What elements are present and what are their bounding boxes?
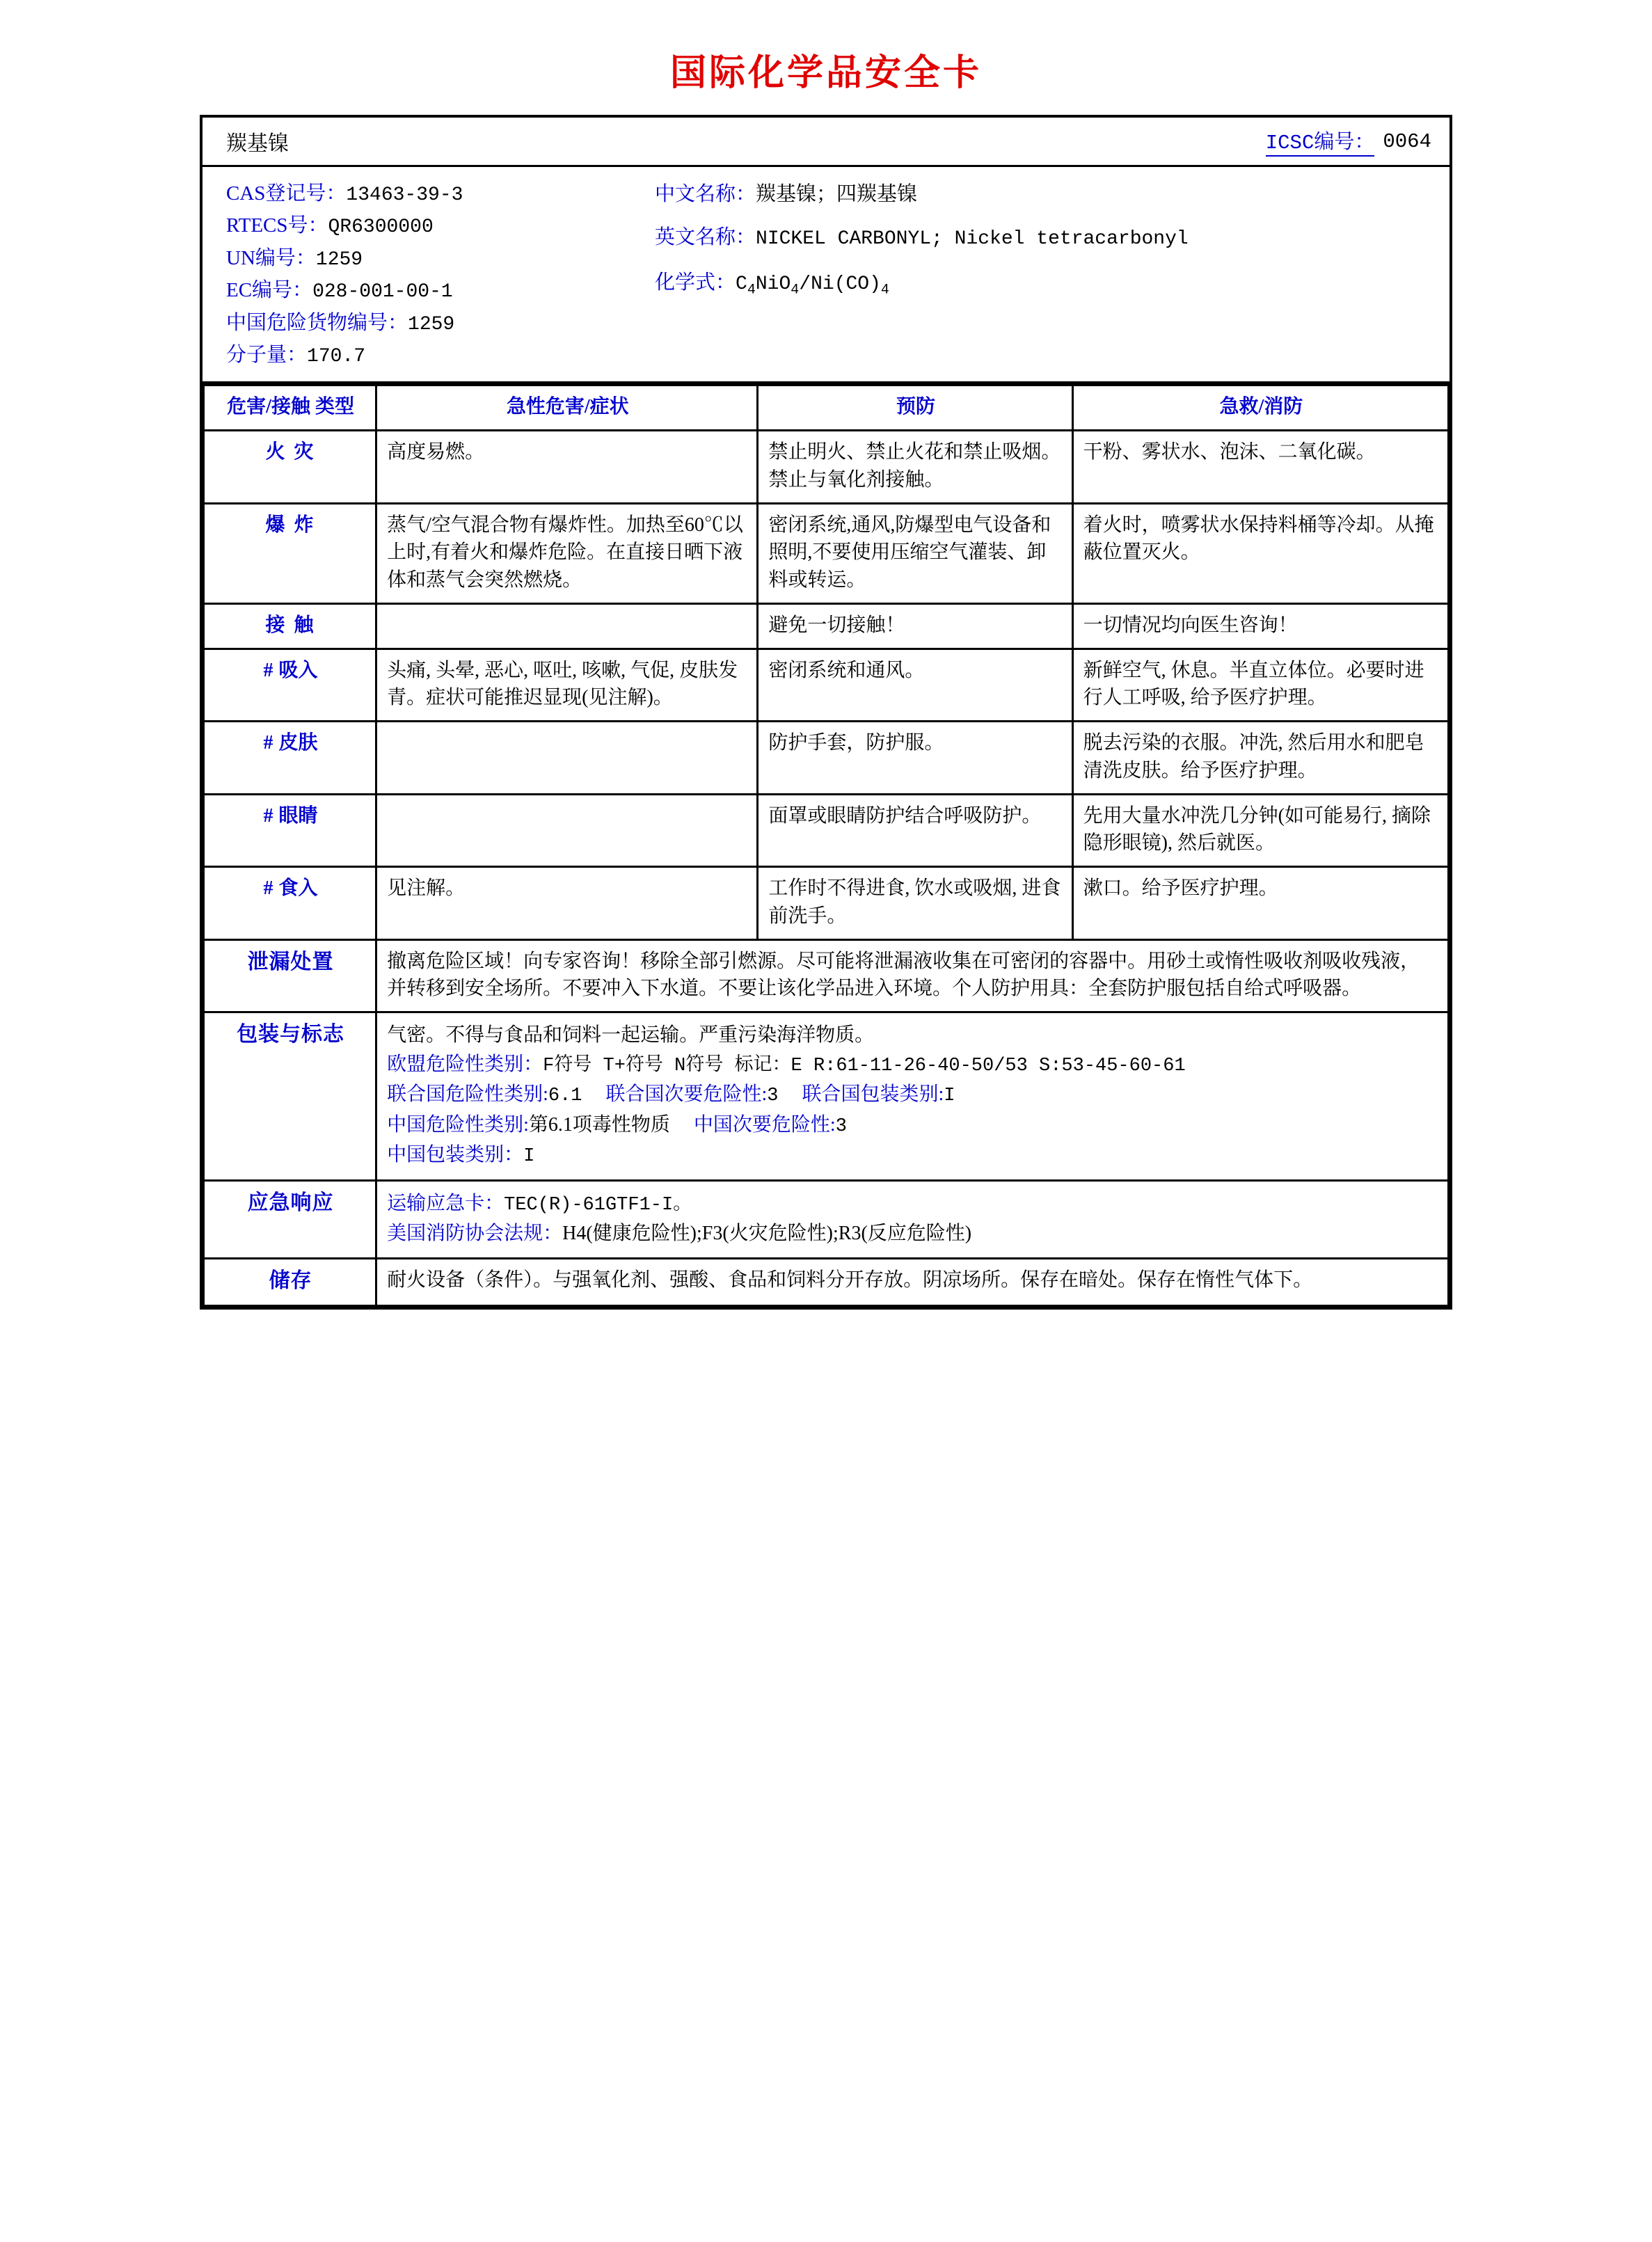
un-value: 1259	[315, 248, 363, 271]
china-dangerous-goods-row	[226, 308, 648, 340]
packaging-cn	[387, 1111, 1439, 1140]
row-label-packaging: 包装与标志	[204, 1012, 376, 1181]
cell-inhalation-firstaid: 新鲜空气, 休息。半直立体位。必要时进行人工呼吸, 给予医疗护理。	[1072, 649, 1448, 722]
english-name-value: NICKEL CARBONYL; Nickel tetracarbonyl	[756, 228, 1189, 251]
packaging-un-class-label: 联合国危险性类别:	[387, 1083, 548, 1106]
row-label-skin-text: 皮肤	[278, 732, 318, 754]
table-row-emergency	[204, 1181, 1449, 1259]
table-row	[204, 431, 1449, 504]
row-label-ingestion-text: 食入	[278, 877, 318, 900]
rtecs-row	[226, 210, 648, 242]
ec-row	[226, 275, 648, 307]
cell-explosion-firstaid: 着火时，喷雾状水保持料桶等冷却。从掩蔽位置灭火。	[1072, 503, 1448, 603]
emergency-nfpa-value: H4(健康危险性);F3(火灾危险性);R3(反应危险性)	[562, 1223, 972, 1245]
row-label-ingestion: # 食入	[204, 867, 376, 940]
cell-skin-symptoms	[376, 722, 758, 795]
card-header	[202, 118, 1450, 167]
icsc-number-block	[1266, 118, 1450, 165]
packaging-cn-class-value: 第6.1项毒性物质	[528, 1113, 670, 1136]
cell-explosion-prevention: 密闭系统,通风,防爆型电气设备和照明,不要使用压缩空气灌装、卸料或转运。	[758, 503, 1072, 603]
packaging-un-sub-value: 3	[767, 1086, 779, 1107]
header-prevention: 预防	[758, 385, 1072, 431]
packaging-cn-pack-value: I	[523, 1145, 535, 1167]
cell-ingestion-firstaid: 漱口。给予医疗护理。	[1072, 867, 1448, 940]
row-label-storage: 储存	[204, 1259, 376, 1306]
packaging-eu-value: F符号 T+符号 N符号 标记：E R:61-11-26-40-50/53 S:53-45-60-61	[543, 1055, 1186, 1076]
cas-label: CAS登记号：	[226, 182, 347, 205]
packaging-eu-label: 欧盟危险性类别：	[387, 1053, 543, 1075]
chinese-name-value: 羰基镍；四羰基镍	[756, 183, 918, 205]
cell-eyes-firstaid: 先用大量水冲洗几分钟(如可能易行, 摘除隐形眼镜), 然后就医。	[1072, 794, 1448, 867]
cell-skin-prevention: 防护手套，防护服。	[758, 722, 1072, 795]
table-row-storage	[204, 1259, 1449, 1306]
identification-right	[648, 178, 1450, 372]
table-row	[204, 794, 1449, 867]
emergency-transport	[387, 1190, 1439, 1218]
chinese-name-row	[655, 178, 1450, 210]
molecular-weight-value: 170.7	[307, 345, 366, 367]
table-row	[204, 722, 1449, 795]
table-row-packaging	[204, 1012, 1449, 1181]
emergency-nfpa	[387, 1220, 1439, 1248]
row-label-eyes-text: 眼睛	[278, 804, 318, 827]
cell-inhalation-symptoms: 头痛, 头晕, 恶心, 呕吐, 咳嗽, 气促, 皮肤发青。症状可能推迟显现(见注解)。	[376, 649, 758, 722]
icsc-card	[200, 115, 1452, 1310]
row-label-fire: 火 灾	[204, 431, 376, 504]
formula-value: $C_4NiO_4/Ni(CO)_4$	[736, 273, 889, 299]
cell-ingestion-symptoms: 见注解。	[376, 867, 758, 940]
molecular-weight-label: 分子量：	[226, 343, 308, 366]
packaging-un-pack-value: I	[944, 1086, 955, 1107]
packaging-un-pack-label: 联合国包装类别:	[802, 1083, 944, 1106]
formula-row	[655, 267, 1450, 299]
english-name-label: 英文名称：	[655, 226, 756, 249]
ec-value: 028-001-00-1	[312, 281, 453, 303]
page-title: 国际化学品安全卡	[669, 53, 982, 93]
cell-exposure-symptoms	[376, 603, 758, 649]
cell-ingestion-prevention: 工作时不得进食, 饮水或吸烟, 进食前洗手。	[758, 867, 1072, 940]
english-name-row	[655, 221, 1450, 255]
table-row	[204, 503, 1449, 603]
emergency-nfpa-label: 美国消防协会法规：	[387, 1223, 563, 1245]
icsc-label: ICSC编号：	[1266, 126, 1375, 157]
row-label-spill: 泄漏处置	[204, 939, 376, 1012]
row-label-eyes: # 眼睛	[204, 794, 376, 867]
header-first-aid: 急救/消防	[1072, 385, 1448, 431]
identification-block	[202, 167, 1450, 384]
cell-fire-firstaid: 干粉、雾状水、泡沫、二氧化碳。	[1072, 431, 1448, 504]
cell-eyes-prevention: 面罩或眼睛防护结合呼吸防护。	[758, 794, 1072, 867]
row-label-skin: # 皮肤	[204, 722, 376, 795]
packaging-un	[387, 1081, 1439, 1109]
un-label: UN编号：	[226, 246, 316, 269]
cell-fire-symptoms: 高度易燃。	[376, 431, 758, 504]
china-dangerous-goods-value: 1259	[408, 313, 455, 335]
identification-left	[202, 178, 648, 372]
emergency-transport-value: TEC(R)-61GTF1-I。	[504, 1195, 692, 1216]
packaging-cn-sub-label: 中国次要危险性:	[693, 1113, 836, 1136]
cell-explosion-symptoms: 蒸气/空气混合物有爆炸性。加热至60℃以上时,有着火和爆炸危险。在直接日晒下液体和蒸气会突然燃烧。	[376, 503, 758, 603]
hazards-table	[202, 384, 1450, 1306]
cas-value: 13463-39-3	[346, 184, 463, 206]
cell-eyes-symptoms	[376, 794, 758, 867]
table-row	[204, 649, 1449, 722]
row-label-inhalation-text: 吸入	[278, 659, 318, 681]
row-label-inhalation: # 吸入	[204, 649, 376, 722]
emergency-transport-label: 运输应急卡：	[387, 1193, 505, 1215]
china-dangerous-goods-label: 中国危险货物编号：	[226, 311, 408, 334]
row-label-exposure: 接 触	[204, 603, 376, 649]
packaging-un-sub-label: 联合国次要危险性:	[605, 1083, 768, 1106]
un-row	[226, 243, 648, 275]
table-row	[204, 867, 1449, 940]
cell-exposure-prevention: 避免一切接触！	[758, 603, 1072, 649]
molecular-weight-row	[226, 340, 648, 372]
chinese-name-label: 中文名称：	[655, 183, 756, 205]
header-hazard-type: 危害/接触 类型	[204, 385, 376, 431]
cell-exposure-firstaid: 一切情况均向医生咨询！	[1072, 603, 1448, 649]
table-row-spill	[204, 939, 1449, 1012]
formula-label: 化学式：	[655, 271, 736, 294]
row-label-explosion: 爆 炸	[204, 503, 376, 603]
packaging-cn-class-label: 中国危险性类别:	[387, 1113, 529, 1136]
packaging-un-class-value: 6.1	[548, 1086, 582, 1107]
rtecs-label: RTECS号：	[226, 214, 328, 237]
table-header-row	[204, 385, 1449, 431]
header-acute-hazards: 急性危害/症状	[376, 385, 758, 431]
cell-fire-prevention: 禁止明火、禁止火花和禁止吸烟。禁止与氧化剂接触。	[758, 431, 1072, 504]
cell-inhalation-prevention: 密闭系统和通风。	[758, 649, 1072, 722]
table-row	[204, 603, 1449, 649]
icsc-value: 0064	[1383, 129, 1431, 153]
cell-packaging	[376, 1012, 1449, 1181]
cell-storage-text: 耐火设备（条件）。与强氧化剂、强酸、食品和饲料分开存放。阴凉场所。保存在暗处。保存在惰性气体下。	[376, 1259, 1449, 1306]
ec-label: EC编号：	[226, 279, 313, 302]
packaging-cn-sub-value: 3	[835, 1115, 847, 1137]
packaging-cn-pack	[387, 1141, 1439, 1170]
row-label-emergency: 应急响应	[204, 1181, 376, 1259]
rtecs-value: QR6300000	[328, 216, 434, 239]
cell-emergency	[376, 1181, 1449, 1259]
packaging-eu	[387, 1051, 1439, 1079]
substance-name: 羰基镍	[226, 132, 289, 155]
packaging-intro: 气密。不得与食品和饲料一起运输。严重污染海洋物质。	[387, 1024, 875, 1047]
cell-skin-firstaid: 脱去污染的衣服。冲洗, 然后用水和肥皂清洗皮肤。给予医疗护理。	[1072, 722, 1448, 795]
cas-row	[226, 178, 648, 210]
cell-spill-text: 撤离危险区域！向专家咨询！移除全部引燃源。尽可能将泄漏液收集在可密闭的容器中。用砂土或惰性吸收剂吸收残液，并转移到安全场所。不要冲入下水道。不要让该化学品进入环境。个人防护用具：全套防护服包括自给式呼吸器。	[376, 939, 1449, 1012]
packaging-cn-pack-label: 中国包装类别：	[387, 1143, 524, 1166]
